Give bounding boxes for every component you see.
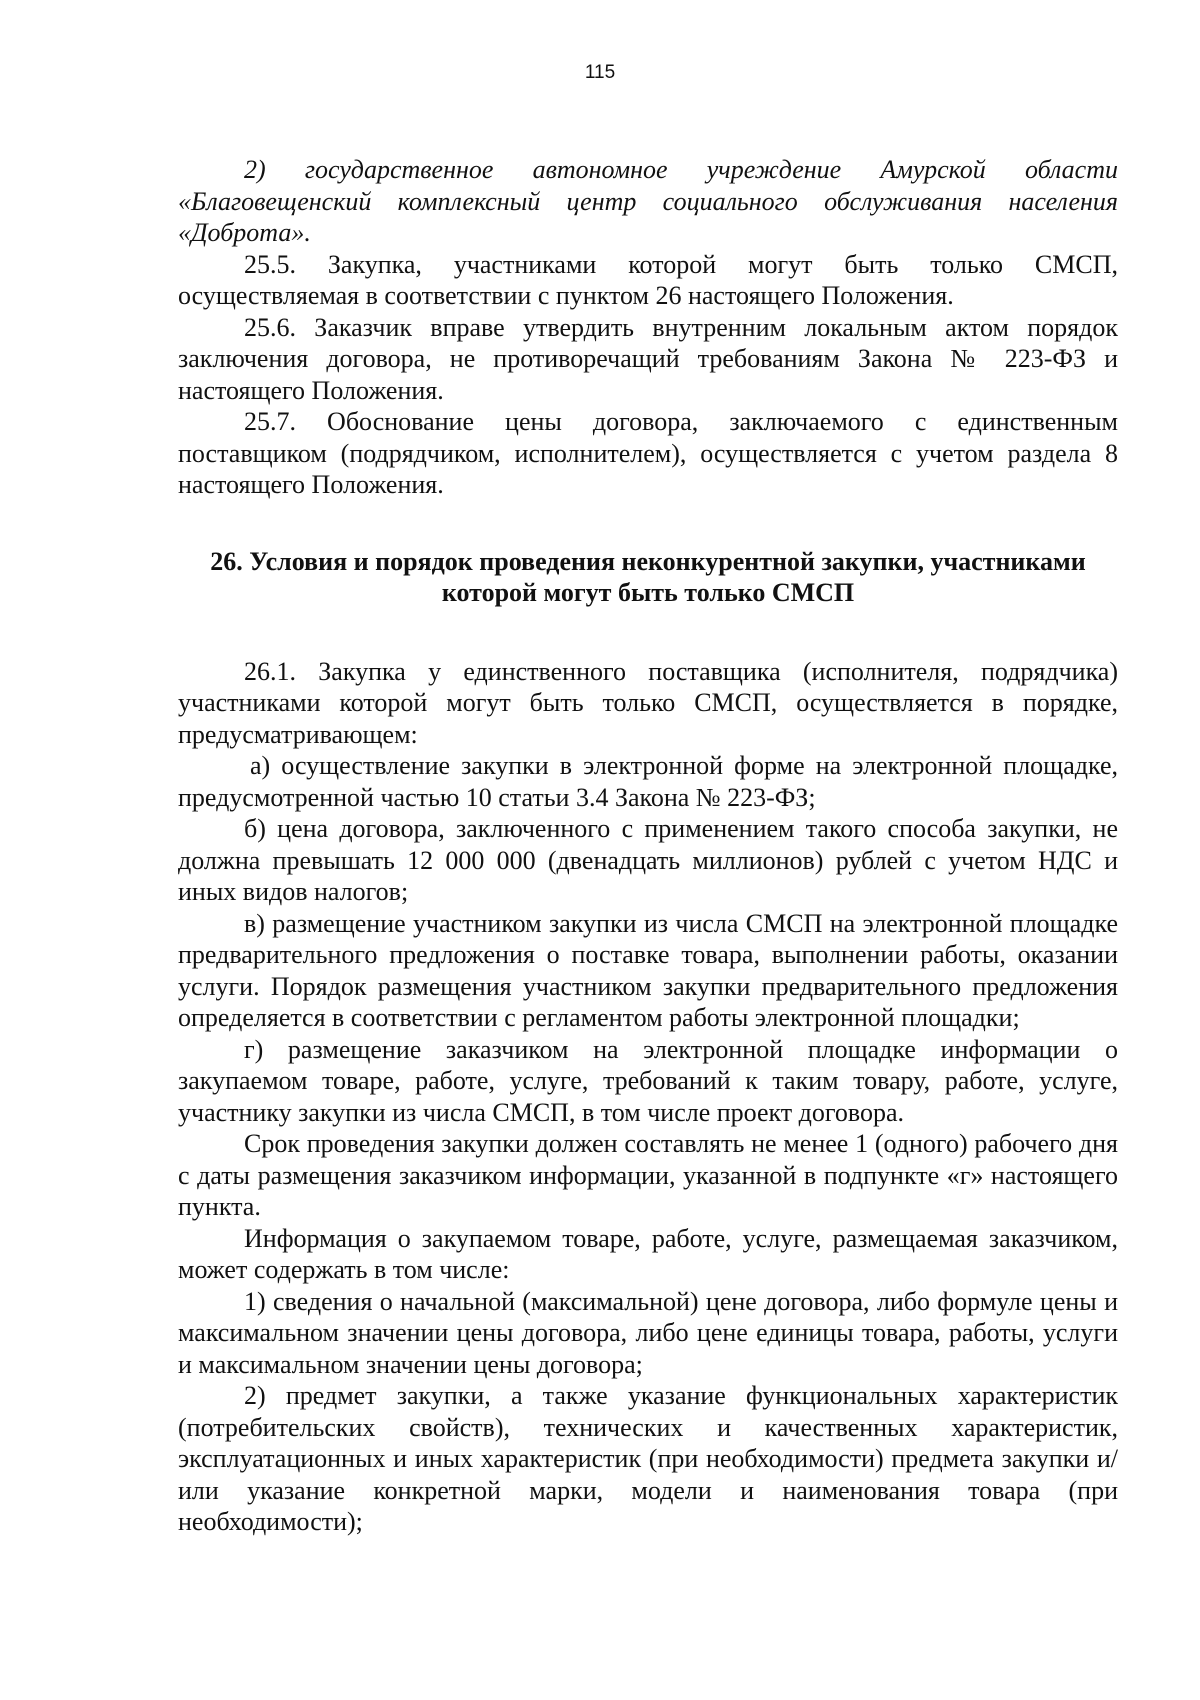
paragraph-item-a: а) осуществление закупки в электронной форме на электронной площадке, предусмотренной частью 10 статьи 3.4 Закона № 223-ФЗ;: [178, 751, 1118, 812]
paragraph-item-g: г) размещение заказчиком на электронной площадке информации о закупаемом товаре, работе, услуге, требований к таким товару, работе, услуге, участнику закупки из числа СМСП, в том числе проект договора.: [178, 1034, 1118, 1127]
section-title-26: 26. Условия и порядок проведения неконкурентной закупки, участниками которой могут быть только СМСП: [210, 546, 1086, 607]
paragraph-information: Информация о закупаемом товаре, работе, услуге, размещаемая заказчиком, может содержать в том числе:: [178, 1223, 1118, 1284]
paragraph-item-b: б) цена договора, заключенного с применением такого способа закупки, не должна превышать 12 000 000 (двенадцать миллионов) рублей с учетом НДС и иных видов налогов;: [178, 814, 1118, 906]
paragraph-item-2: 2) предмет закупки, а также указание функциональных характеристик (потребительских свойств), технических и качественных характеристик, эксплуатационных и иных характеристик (при необходимости) предмета закупки и/или указание конкретной марки, модели и наименования товара (при необходимости);: [178, 1381, 1118, 1536]
paragraph-26-1: 26.1. Закупка у единственного поставщика (исполнителя, подрядчика) участниками которой могут быть только СМСП, осуществляется в порядке, предусматривающем:: [178, 656, 1118, 749]
paragraph-item-1: 1) сведения о начальной (максимальной) цене договора, либо формуле цены и максимальном значении цены договора, либо цене единицы товара, работы, услуги и максимальном значении цены договора;: [178, 1286, 1118, 1379]
paragraph-institution-2: 2) государственное автономное учреждение Амурской области «Благовещенский комплексный центр социального обслуживания населения «Доброта».: [178, 155, 1118, 247]
paragraph-25-6: 25.6. Заказчик вправе утвердить внутренним локальным актом порядок заключения договора, не противоречащий требованиям Закона № 223-ФЗ и настоящего Положения.: [178, 312, 1118, 405]
page-number: 115: [584, 62, 616, 83]
paragraph-term: Срок проведения закупки должен составлять не менее 1 (одного) рабочего дня с даты размещения заказчиком информации, указанной в подпункте «г» настоящего пункта.: [178, 1129, 1118, 1221]
paragraph-25-7: 25.7. Обоснование цены договора, заключаемого с единственным поставщиком (подрядчиком, исполнителем), осуществляется с учетом раздела 8 настоящего Положения.: [178, 407, 1118, 499]
paragraph-item-v: в) размещение участником закупки из числа СМСП на электронной площадке предварительного предложения о поставке товара, выполнении работы, оказании услуги. Порядок размещения участником закупки предварительного предложения определяется в соответствии с регламентом работы электронной площадки;: [178, 908, 1118, 1032]
paragraph-25-5: 25.5. Закупка, участниками которой могут быть только СМСП, осуществляемая в соответствии с пунктом 26 настоящего Положения.: [178, 249, 1118, 310]
document-body: [178, 154, 1118, 1538]
